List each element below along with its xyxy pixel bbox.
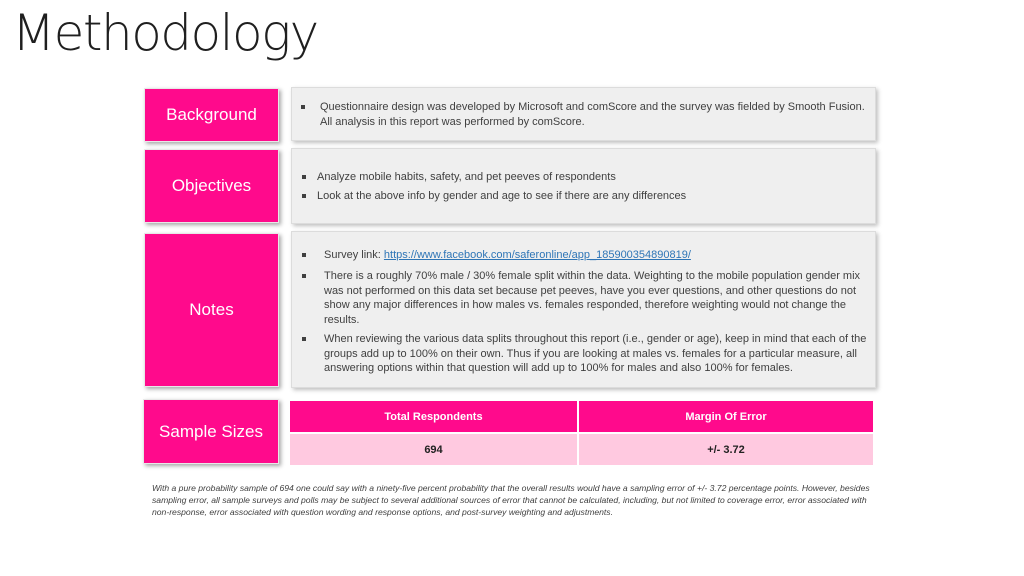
header-total-respondents: Total Respondents	[290, 401, 578, 433]
page-title: Methodology	[12, 4, 318, 62]
bullet-icon	[302, 194, 306, 198]
objective-text: Analyze mobile habits, safety, and pet peeves of respondents	[317, 171, 616, 183]
background-label: Background	[144, 88, 279, 142]
list-item	[324, 269, 872, 327]
background-panel	[291, 87, 876, 141]
footnote: With a pure probability sample of 694 one could say with a ninety-five percent probability that the overall results would have a sampling error of +/- 3.72 percentage points. However, besides sampling error, all sample surveys and polls may be subject to several additional sources of error that cannot be calculated, including, but not limited to coverage error, error associated with non-response, error associated with question wording and response options, and post-survey weighting and adjustments.	[152, 483, 870, 517]
sample-sizes-table	[290, 401, 875, 465]
bullet-icon	[302, 274, 306, 278]
header-margin-of-error: Margin Of Error	[578, 401, 874, 433]
list-item	[324, 332, 869, 376]
background-text: Questionnaire design was developed by Microsoft and comScore and the survey was fielded by Smooth Fusion. All analysis in this report was performed by comScore.	[320, 101, 865, 128]
notes-text: When reviewing the various data splits throughout this report (i.e., gender or age), keep in mind that each of the groups add up to 100% on their own. Thus if you are looking at males vs. females for a particular measure, all answering options within that question will add up to 100% for males and also 100% for females.	[324, 333, 867, 374]
list-item	[320, 100, 868, 129]
objectives-panel	[291, 148, 876, 224]
value-total-respondents: 694	[290, 433, 578, 465]
objective-text: Look at the above info by gender and age to see if there are any differences	[317, 190, 687, 202]
notes-text: There is a roughly 70% male / 30% female split within the data. Weighting to the mobile population gender mix was not performed on this data set because pet peeves, have you ever questions, and other questions do not show any major differences in how males vs. females responded, therefore weighting would not change the results.	[324, 270, 861, 326]
bullet-icon	[302, 337, 306, 341]
sample-sizes-label: Sample Sizes	[143, 399, 279, 464]
list-item	[317, 189, 867, 204]
notes-label: Notes	[144, 233, 279, 387]
table-row	[290, 433, 874, 465]
bullet-icon	[301, 105, 305, 109]
bullet-icon	[302, 175, 306, 179]
table-header-row	[290, 401, 874, 433]
list-item	[317, 170, 867, 185]
survey-link[interactable]: https://www.facebook.com/saferonline/app_185900354890819/	[383, 249, 691, 261]
list-item	[324, 248, 869, 263]
survey-link-prefix: Survey link:	[324, 249, 384, 261]
objectives-label: Objectives	[144, 149, 279, 223]
notes-panel	[291, 231, 876, 388]
bullet-icon	[302, 253, 306, 257]
value-margin-of-error: +/- 3.72	[578, 433, 874, 465]
